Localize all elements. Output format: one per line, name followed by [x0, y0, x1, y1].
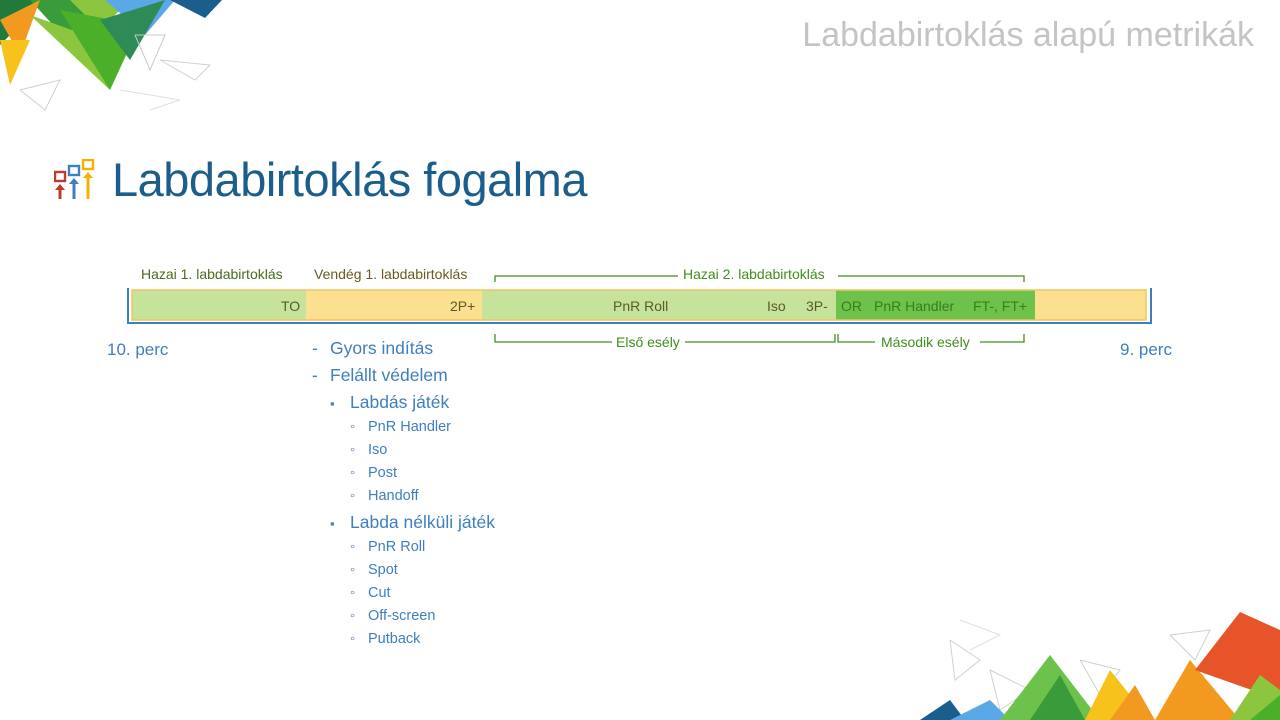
- list-item: ◦ Putback: [350, 631, 421, 647]
- list-item: ◦ Cut: [350, 585, 391, 601]
- pnr-roll-label: PnR Roll: [613, 298, 669, 314]
- list-item: ▪ Labdás játék: [330, 392, 450, 412]
- first-chance-bracket: [495, 334, 612, 342]
- three-p-minus-label: 3P-: [806, 298, 828, 314]
- segment-away-2: [1035, 290, 1146, 320]
- first-chance-label: Első esély: [616, 334, 680, 350]
- or-label: OR: [841, 298, 862, 314]
- top-left-decoration: [0, 0, 240, 115]
- list-item: - Gyors indítás: [312, 338, 434, 358]
- list-item: ◦ Post: [350, 465, 398, 481]
- list-item: - Felállt védelem: [312, 365, 448, 385]
- second-chance-bracket: [838, 334, 875, 342]
- home-2-label: Hazai 2. labdabirtoklás: [683, 266, 825, 282]
- list-item: ▪ Labda nélküli játék: [330, 512, 495, 532]
- list-item: ◦ Handoff: [350, 488, 419, 504]
- home-2-bracket: [495, 276, 678, 282]
- slide-title: Labdabirtoklás fogalma: [112, 153, 587, 206]
- analytics-icon: [54, 159, 96, 201]
- segment-home-1: [132, 290, 306, 320]
- second-chance-label: Második esély: [881, 334, 970, 350]
- list-item: ◦ Spot: [350, 562, 398, 578]
- start-time-label: 10. perc: [107, 340, 169, 359]
- iso-label: Iso: [767, 298, 786, 314]
- two-p-plus-label: 2P+: [450, 298, 476, 314]
- list-item: ◦ PnR Handler: [350, 419, 452, 435]
- end-time-label: 9. perc: [1120, 340, 1172, 359]
- pnr-handler-label: PnR Handler: [874, 298, 955, 314]
- list-item: ◦ Iso: [350, 442, 388, 458]
- section-title: Labdabirtoklás alapú metrikák: [802, 16, 1254, 54]
- bottom-right-decoration: [910, 600, 1280, 720]
- ft-label: FT-, FT+: [973, 298, 1028, 314]
- home-1-label: Hazai 1. labdabirtoklás: [141, 266, 283, 282]
- list-item: ◦ PnR Roll: [350, 539, 426, 555]
- list-item: ◦ Off-screen: [350, 608, 436, 624]
- away-1-label: Vendég 1. labdabirtoklás: [314, 266, 468, 282]
- to-label: TO: [281, 298, 301, 314]
- title-row: [54, 152, 587, 207]
